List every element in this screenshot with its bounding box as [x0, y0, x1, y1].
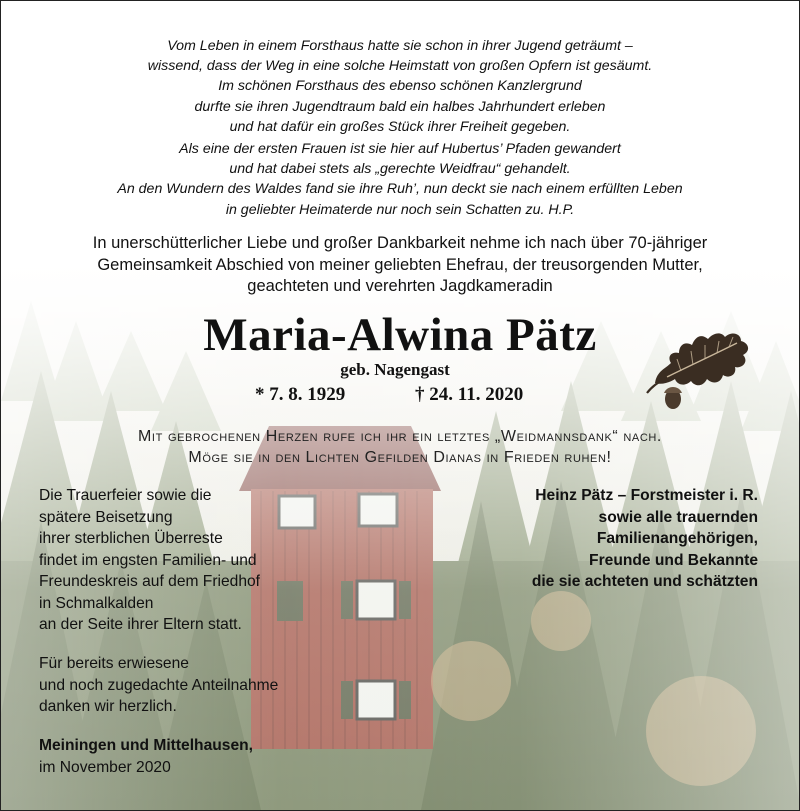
mourner-line: Freunde und Bekannte — [589, 551, 758, 569]
poem-line: und hat dabei stets als „gerechte Weidfrau“ gehandelt. — [229, 161, 571, 178]
poem-line: Im schönen Forsthaus des ebenso schönen Kanzlergrund — [218, 78, 582, 95]
intro-text — [1, 233, 799, 298]
deceased-name: Maria-Alwina Pätz — [203, 309, 597, 361]
funeral-info-line: ihrer sterblichen Überreste — [39, 530, 223, 547]
mourner-line: sowie alle trauernden — [598, 508, 758, 526]
farewell-quote-line-2: Möge sie in den Lichten Gefilden Dianas in Frieden ruhen! — [188, 449, 612, 466]
poem-line: Vom Leben in einem Forsthaus hatte sie schon in ihrer Jugend geträumt – — [167, 38, 633, 54]
mourners — [532, 485, 758, 593]
funeral-info — [39, 485, 260, 636]
funeral-info-line: in Schmalkalden — [39, 594, 154, 612]
poem-line: wissend, dass der Weg in eine solche Heimstatt von großen Opfern ist gesäumt. — [147, 58, 653, 75]
thanks-line: danken wir herzlich. — [39, 698, 177, 715]
maiden-name-text: geb. Nagengast — [340, 360, 450, 379]
thanks-line: und noch zugedachte Anteilnahme — [39, 676, 279, 694]
funeral-info-line: Die Trauerfeier sowie die — [39, 487, 212, 504]
poem-stanza-1 — [1, 36, 799, 137]
intro-line: Gemeinsamkeit Abschied von meiner geliebten Ehefrau, der treusorgenden Mutter, — [97, 255, 703, 274]
poem-stanza-2 — [1, 139, 799, 220]
funeral-info-line: spätere Beisetzung — [39, 508, 173, 526]
funeral-info-line: Freundeskreis auf dem Friedhof — [39, 573, 261, 590]
mourner-line: die sie achteten und schätzten — [531, 573, 758, 590]
poem-line: durfte sie ihren Jugendtraum bald ein halbes Jahrhundert erleben — [194, 98, 606, 115]
funeral-info-line: an der Seite ihrer Eltern statt. — [39, 616, 242, 633]
death-date: † 24. 11. 2020 — [415, 384, 524, 405]
thanks-text — [39, 653, 278, 718]
place: Meiningen und Mittelhausen, — [39, 737, 253, 754]
poem-line: in geliebter Heimaterde nur noch sein Schatten zu. H.P. — [225, 201, 575, 218]
birth-date: * 7. 8. 1929 — [255, 384, 346, 405]
poem-line: Als eine der ersten Frauen ist sie hier auf Hubertus’ Pfaden gewandert — [179, 141, 621, 157]
funeral-info-line: findet im engsten Familien- und — [39, 551, 257, 569]
poem-line: und hat dafür ein großes Stück ihrer Freiheit gegeben. — [229, 118, 571, 135]
mourner-line: Heinz Pätz – Forstmeister i. R. — [535, 487, 758, 504]
intro-line: In unerschütterlicher Liebe und großer Dankbarkeit nehme ich nach über 70-jähriger — [92, 234, 708, 252]
poem-line: An den Wundern des Waldes fand sie ihre Ruh’, nun deckt sie nach einem erfüllten Leben — [117, 181, 683, 198]
place-and-date — [39, 735, 253, 778]
mourner-line: Familienangehörigen, — [596, 530, 758, 547]
oak-leaf-with-acorn-icon — [637, 311, 755, 411]
thanks-line: Für bereits erwiesene — [39, 655, 189, 672]
date: im November 2020 — [39, 758, 171, 776]
farewell-quote-line-1: Mit gebrochenen Herzen rufe ich ihr ein letztes „Weidmannsdank“ nach. — [138, 428, 662, 445]
intro-line: geachteten und verehrten Jagdkameradin — [247, 277, 553, 295]
